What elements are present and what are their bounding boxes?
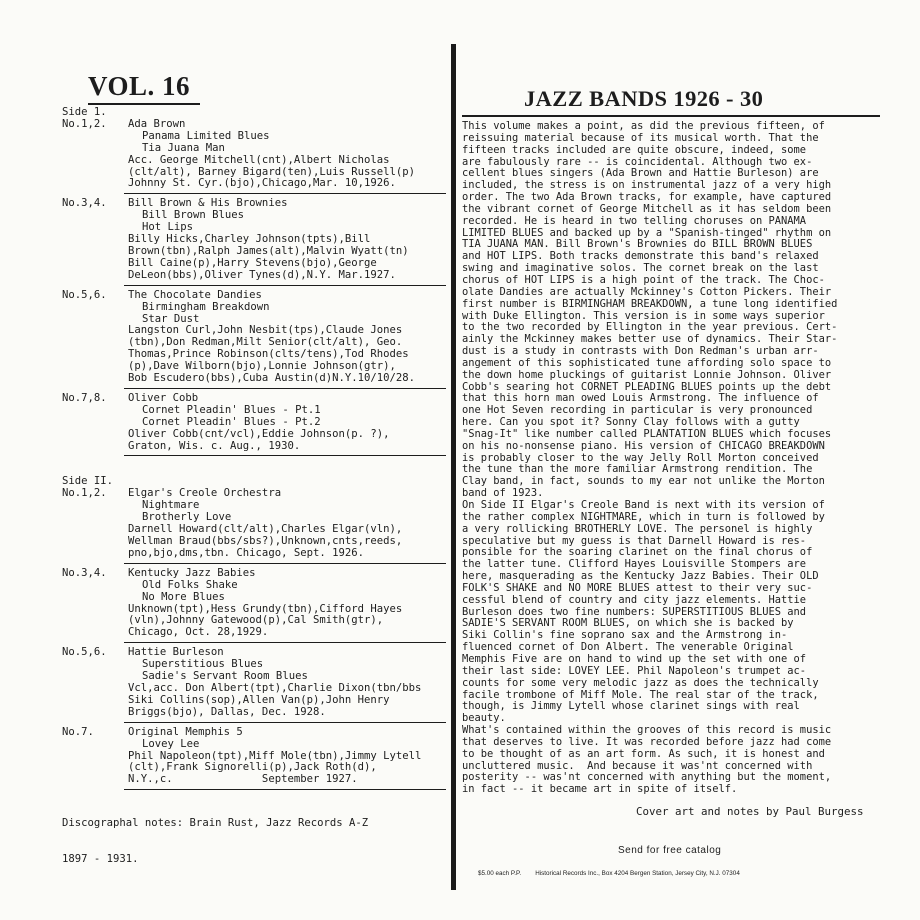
track-entry	[62, 119, 448, 190]
personnel-line: Bill Caine(p),Harry Stevens(bjo),George	[128, 256, 377, 269]
liner-notes-line: the latter tune. Clifford Hayes Louisville Stompers are	[462, 558, 807, 571]
track-number: No.1,2.	[62, 117, 107, 130]
liner-notes-line: a very rollicking BROTHERLY LOVE. The personel is highly	[462, 522, 813, 535]
song-title: Hot Lips	[142, 221, 194, 234]
liner-notes-line: here. Can you spot it? Sonny Clay follows with a gutty	[462, 416, 800, 429]
band-name: Ada Brown	[128, 117, 186, 130]
song-title: Nightmare	[142, 499, 200, 512]
track-header	[62, 488, 448, 500]
liner-notes-line: cellent blues singers (Ada Brown and Hattie Burleson) are	[462, 167, 819, 180]
personnel-line: Oliver Cobb(cnt/vcl),Eddie Johnson(p. ?),	[128, 427, 390, 440]
personnel-line: Billy Hicks,Charley Johnson(tpts),Bill	[128, 233, 371, 246]
footer-address: Historical Records Inc., Box 4204 Bergen Station, Jersey City, N.J. 07304	[535, 870, 740, 877]
song-title: Superstitious Blues	[142, 658, 264, 671]
personnel-line: (clt),Frank Signorelli(p),Jack Roth(d),	[128, 761, 377, 774]
volume-title-underline	[88, 103, 200, 105]
track-separator	[124, 285, 446, 286]
track-separator	[124, 563, 446, 564]
track-entry	[62, 198, 448, 281]
track-entry	[62, 393, 448, 453]
personnel-line: Phil Napoleon(tpt),Miff Mole(tbn),Jimmy Lytell	[128, 749, 422, 762]
song-title: Cornet Pleadin' Blues - Pt.2	[142, 415, 321, 428]
liner-notes-line: first number is BIRMINGHAM BREAKDOWN, a tune long identified	[462, 297, 838, 310]
track-entry	[62, 568, 448, 639]
liner-notes-line: with Duke Ellington. This version is in some ways superior	[462, 309, 825, 322]
liner-notes-line: TIA JUANA MAN. Bill Brown's Brownies do BILL BROWN BLUES	[462, 238, 813, 251]
track-entry	[62, 290, 448, 385]
catalog-offer: Send for free catalog	[618, 845, 722, 856]
side-2-label: Side II.	[62, 475, 114, 488]
track-header	[62, 727, 448, 739]
personnel-line: N.Y.,c. September 1927.	[128, 773, 358, 786]
band-name: Oliver Cobb	[128, 391, 199, 404]
track-number: No.1,2.	[62, 487, 107, 500]
liner-notes-line: LIMITED BLUES and backed up by a "Spanish-tinged" rhythm on	[462, 226, 832, 239]
track-number: No.7,8.	[62, 391, 107, 404]
personnel-line: (p),Dave Wilborn(bjo),Lonnie Johnson(gtr),	[128, 360, 396, 373]
liner-notes-line: band of 1923.	[462, 487, 544, 500]
song-title: Tia Juana Man	[142, 141, 225, 154]
song-title: Brotherly Love	[142, 511, 232, 524]
liner-notes-line: is probably closer to the way Jelly Roll Morton conceived	[462, 451, 819, 464]
liner-notes-line: Siki Collin's fine soprano sax and the Armstrong in-	[462, 629, 788, 642]
track-entry	[62, 647, 448, 718]
disco-note-line: 1897 - 1931.	[62, 852, 139, 865]
song-title: Old Folks Shake	[142, 578, 238, 591]
personnel-line: DeLeon(bbs),Oliver Tynes(d),N.Y. Mar.1927.	[128, 268, 396, 281]
liner-notes-line: ainly the Mckinney makes better use of dynamics. Their Star-	[462, 333, 838, 346]
liner-notes-line: angement of this sophisticated tune affording solo space to	[462, 356, 832, 369]
song-title: Panama Limited Blues	[142, 129, 270, 142]
liner-notes-line: This volume makes a point, as did the previous fifteen, of	[462, 120, 825, 132]
liner-notes-line: Cobb's searing hot CORNET PLEADING BLUES points up the debt	[462, 380, 832, 393]
liner-notes-line: though, is Jimmy Lytell whose clarinet sings with real	[462, 700, 800, 713]
track-number: No.7.	[62, 725, 94, 738]
liner-notes-line: included, the stress is on instrumental jazz of a very high	[462, 179, 832, 192]
side-1-track-list	[62, 119, 448, 457]
personnel-line: Thomas,Prince Robinson(clts/tens),Tod Rhodes	[128, 348, 409, 361]
volume-title: VOL. 16	[88, 71, 190, 101]
personnel-line: (tbn),Don Redman,Milt Senior(clt/alt), Geo.	[128, 336, 403, 349]
personnel-line: (vln),Johnny Gatewood(p),Cal Smith(gtr),	[128, 614, 384, 627]
track-entry	[62, 488, 448, 559]
liner-notes-line: Burleson does two fine numbers: SUPERSTITIOUS BLUES and	[462, 605, 807, 618]
track-separator	[124, 455, 446, 456]
track-separator	[124, 789, 446, 790]
personnel-line: Langston Curl,John Nesbit(tps),Claude Jones	[128, 324, 403, 337]
liner-notes-line: the tune than the more familiar Armstrong rendition. The	[462, 463, 813, 476]
disco-note-line: Discographal notes: Brain Rust, Jazz Records A-Z	[62, 817, 369, 830]
song-title: Lovey Lee	[142, 737, 200, 750]
side-1-label: Side 1.	[62, 106, 107, 118]
track-number: No.3,4.	[62, 197, 107, 210]
track-number: No.5,6.	[62, 646, 107, 659]
liner-notes-line: the rather complex NIGHTMARE, which in turn is followed by	[462, 510, 825, 523]
liner-notes-line: What's contained within the grooves of this record is music	[462, 724, 832, 737]
liner-notes-line: recorded. He is heard in two telling choruses on PANAMA	[462, 214, 807, 227]
liner-notes-line: posterity -- was'nt concerned with anything but the moment,	[462, 771, 832, 784]
song-title: Star Dust	[142, 312, 200, 325]
liner-notes-line: olate Dandies are actually Mckinney's Cotton Pickers. Their	[462, 285, 832, 298]
liner-notes-line: one Hot Seven recording in particular is very pronounced	[462, 404, 813, 417]
personnel-line: Bob Escudero(bbs),Cuba Austin(d)N.Y.10/10/28.	[128, 372, 416, 385]
personnel-line: Briggs(bjo), Dallas, Dec. 1928.	[128, 705, 326, 718]
track-separator	[124, 193, 446, 194]
track-separator	[124, 722, 446, 723]
personnel-line: Johnny St. Cyr.(bjo),Chicago,Mar. 10,1926.	[128, 177, 396, 190]
liner-notes-line: that deserves to live. It was recorded before jazz had come	[462, 735, 832, 748]
personnel-line: Darnell Howard(clt/alt),Charles Elgar(vln),	[128, 523, 403, 536]
liner-notes-line: ponsible for the soaring clarinet on the final chorus of	[462, 546, 813, 559]
liner-notes-line: order. The two Ada Brown tracks, for example, have captured	[462, 191, 832, 204]
band-name: Bill Brown & His Brownies	[128, 197, 288, 210]
footer-price: $5.00 each P.P.	[478, 870, 522, 877]
side-2-track-list	[62, 488, 448, 790]
band-name: The Chocolate Dandies	[128, 288, 262, 301]
song-title: Cornet Pleadin' Blues - Pt.1	[142, 403, 321, 416]
track-separator	[124, 642, 446, 643]
personnel-line: Brown(tbn),Ralph James(alt),Malvin Wyatt(tn)	[128, 244, 409, 257]
liner-notes-line: in fact -- it became art in spite of itself.	[462, 783, 738, 796]
personnel-line: Chicago, Oct. 28,1929.	[128, 626, 269, 639]
liner-notes-line: their last side: LOVEY LEE. Phil Napoleon's trumpet ac-	[462, 664, 807, 677]
song-title: Sadie's Servant Room Blues	[142, 670, 308, 683]
personnel-line: Wellman Braud(bbs/sbs?),Unknown,cnts,reeds,	[128, 535, 403, 547]
personnel-line: Acc. George Mitchell(cnt),Albert Nicholas	[128, 153, 390, 166]
band-name: Hattie Burleson	[128, 646, 224, 659]
column-divider	[451, 44, 456, 890]
liner-notes-line: on his no-nonsense piano. His version of CHICAGO BREAKDOWN	[462, 439, 825, 452]
personnel-line: Unknown(tpt),Hess Grundy(tbn),Cifford Hayes	[128, 602, 403, 615]
personnel-line: (clt/alt), Barney Bigard(ten),Luis Russell(p)	[128, 165, 416, 178]
liner-notes-line: Memphis Five are on hand to wind up the set with one of	[462, 652, 807, 665]
band-name: Original Memphis 5	[128, 725, 243, 738]
liner-notes-line: to the two recorded by Ellington in the year previous. Cert-	[462, 321, 838, 334]
liner-notes-line: "Snag-It" like number called PLANTATION BLUES which focuses	[462, 427, 832, 440]
liner-notes-line: chorus of HOT LIPS is a high point of the track. The Choc-	[462, 273, 825, 286]
liner-notes-column	[462, 86, 892, 877]
liner-notes-line: are fabulously rare -- is coincidental. Although two ex-	[462, 155, 813, 168]
personnel-line: pno,bjo,dms,tbn. Chicago, Sept. 1926.	[128, 546, 364, 559]
liner-notes-line: swing and imaginative solos. The cornet break on the last	[462, 262, 819, 275]
liner-notes-line: cessful blend of country and city jazz elements. Hattie	[462, 593, 807, 606]
liner-notes-line: to be thought of as an art form. As such, it is honest and	[462, 747, 825, 760]
liner-notes-line: On Side II Elgar's Creole Band is next with its version of	[462, 499, 825, 511]
liner-notes-line: speculative but my guess is that Darnell Howard is res-	[462, 534, 807, 547]
liner-notes-line: beauty.	[462, 712, 506, 725]
track-number: No.5,6.	[62, 288, 107, 301]
personnel-line: Siki Collins(sop),Allen Van(p),John Henry	[128, 693, 390, 706]
liner-notes-text	[462, 121, 892, 796]
liner-notes-line: dust is a study in contrasts with Don Redman's urban arr-	[462, 345, 819, 358]
album-title-underline	[462, 115, 880, 117]
track-header	[62, 568, 448, 580]
personnel-line: Vcl,acc. Don Albert(tpt),Charlie Dixon(tbn/bbs	[128, 681, 422, 694]
liner-notes-line: facile trombone of Miff Mole. The real star of the track,	[462, 688, 819, 701]
album-title: JAZZ BANDS 1926 - 30	[524, 86, 764, 111]
liner-notes-line: reissuing material because of its musical worth. That the	[462, 131, 819, 144]
liner-notes-line: the down home pluckings of guitarist Lonnie Johnson. Oliver	[462, 368, 832, 381]
song-title: No More Blues	[142, 590, 225, 603]
liner-notes-line: SADIE'S SERVANT ROOM BLUES, on which she is backed by	[462, 617, 794, 630]
liner-notes-line: counts for some very melodic jazz as does the technically	[462, 676, 819, 689]
liner-notes-line: FOLK'S SHAKE and NO MORE BLUES attest to their very suc-	[462, 581, 813, 594]
liner-notes-line: the vibrant cornet of George Mitchell as it has seldom been	[462, 202, 832, 215]
personnel-line: Graton, Wis. c. Aug., 1930.	[128, 439, 301, 452]
song-title: Birmingham Breakdown	[142, 300, 270, 313]
track-header	[62, 290, 448, 302]
credit-line: Cover art and notes by Paul Burgess	[636, 805, 864, 819]
discographical-notes	[62, 794, 448, 889]
song-title: Bill Brown Blues	[142, 209, 245, 222]
liner-notes-line: fifteen tracks included are quite obscure, indeed, some	[462, 143, 807, 156]
liner-notes-line: here, masquerading as the Kentucky Jazz Babies. Their OLD	[462, 570, 819, 583]
band-name: Kentucky Jazz Babies	[128, 566, 256, 579]
liner-notes-line: that this horn man owed Louis Armstrong. The influence of	[462, 392, 819, 405]
track-entry	[62, 727, 448, 787]
liner-notes-line: uncluttered music. And because it was'nt concerned with	[462, 759, 813, 772]
track-listing-column	[62, 70, 448, 900]
band-name: Elgar's Creole Orchestra	[128, 487, 282, 500]
track-separator	[124, 388, 446, 389]
label-footer	[478, 870, 892, 877]
liner-notes-line: Clay band, in fact, sounds to my ear not unlike the Morton	[462, 475, 825, 488]
liner-notes-line: fluenced cornet of Don Albert. The venerable Original	[462, 641, 794, 654]
track-number: No.3,4.	[62, 566, 107, 579]
track-header	[62, 198, 448, 210]
liner-notes-line: and HOT LIPS. Both tracks demonstrate this band's relaxed	[462, 250, 819, 263]
